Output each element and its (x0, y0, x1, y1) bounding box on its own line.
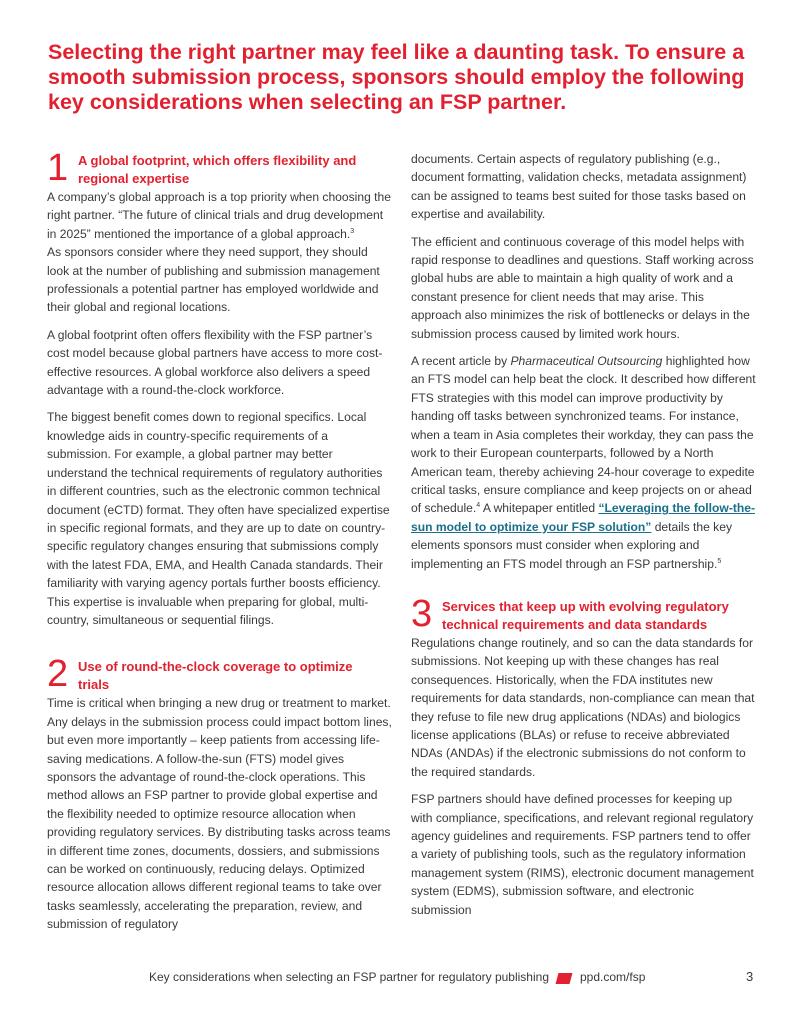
section-1-header (47, 147, 392, 190)
section-1-number: 1 (47, 147, 68, 189)
section-3-paragraph-1: Regulations change routinely, and so can the data standards for submissions. Not keeping up with these changes has real consequences. Historically, when the FDA institutes new requirements for data standards, non-compliance can mean that they refuse to file new drug applications (NDAs) and biologics license applications (BLAs) or refuse to receive abbreviated NDAs (ANDAs) if the electronic submissions do not conform to the required standards. (411, 635, 755, 779)
section-3-header (411, 592, 756, 636)
section-2-paragraph-1: Time is critical when bringing a new drug or treatment to market. Any delays in the submission process could impact bottom lines, but even more importantly – keep patients from accessing life-saving medications. A follow-the-sun (FTS) model gives sponsors the advantage of round-the-clock operations. This method allows an FSP partner to provide global expertise and the flexibility needed to optimize resource allocation when providing regulatory services. By distributing tasks across teams in different time zones, documents, dossiers, and submissions can be worked on continuously, reducing delays. Optimized resource allocation allows different regional teams to take over tasks seamlessly, accelerating the preparation, review, and submission of regulatory (47, 696, 392, 932)
section-2-p3-text-d: details the key elements sponsors must consider when exploring and implementing an FTS model through an FSP partnership. (411, 519, 732, 571)
footnote-ref-5: 5 (717, 557, 722, 565)
footnote-ref-3: 3 (350, 227, 355, 235)
section-3-paragraph-2: FSP partners should have defined processes for keeping up with compliance, specifications, and relevant regional regulatory agency guidelines and requirements. FSP partners tend to offer a variety of publishing tools, such as the regulatory information management system (RIMS), electronic document management system (EDMS), submission software, and electronic submission (411, 792, 754, 917)
section-2-paragraph-3 (411, 352, 756, 573)
section-1-paragraph-3: The biggest benefit comes down to regional specifics. Local knowledge aids in country-specific requirements of a submission. For example, a global partner may better understand the technical requirements of regulatory authorities in different countries, such as the electronic common technical document (eCTD) format. They often have specialized expertise in specific regional formats, and they are up to date on country-specific regulatory changes ensuring that submissions comply with the latest FDA, EMA, and Health Canada standards. Their familiarity with varying agency portals further boosts efficiency. This expertise is invaluable when preparing for global, multi-country, simultaneous or sequential filings. (47, 410, 390, 627)
page-number: 3 (746, 969, 754, 984)
section-2-header (47, 653, 392, 696)
section-2-p3-text-b: highlighted how an FTS model can help beat the clock. It described how different FTS strategies with this model can improve productivity by handing off tasks between synchronized teams. For instance, when a team in Asia completes their workday, they can pass the work to their European counterparts, followed by a North American team, thereby achieving 24-hour coverage to expedite critical tasks, ensure compliance and keep projects on or ahead of schedule. (411, 354, 756, 516)
section-2-heading: Use of round-the-clock coverage to optimize trials (78, 659, 353, 693)
page-title: Selecting the right partner may feel like a daunting task. To ensure a smooth submission process, sponsors should employ the following key considerations when selecting an FSP partner. (48, 40, 745, 114)
section-2-p3-text-a: A recent article by (411, 354, 511, 369)
section-1-heading: A global footprint, which offers flexibility and regional expertise (78, 153, 357, 186)
section-2-paragraph-2: The efficient and continuous coverage of this model helps with rapid response to deadlines and questions. Staff working across global hubs are able to maintain a high quality of work and a constant presence for client needs that may arise. This approach also minimizes the risk of bottlenecks or delays in the submission process caused by limited work hours. (411, 234, 754, 341)
publication-name: Pharmaceutical Outsourcing (510, 354, 663, 369)
section-3-heading: Services that keep up with evolving regulatory technical requirements and data standards (442, 598, 729, 632)
page-footer (0, 970, 800, 990)
footnote-ref-4: 4 (476, 502, 481, 510)
footer-url[interactable]: ppd.com/fsp (580, 970, 646, 984)
section-2-p3-text-c: A whitepaper entitled (480, 501, 599, 516)
section-1-p1-text-a: A company’s global approach is a top priority when choosing the right partner. “The future of clinical trials and drug development in 2025” mentioned the importance of a global approach. (47, 190, 391, 241)
section-2-paragraph-1-continued: documents. Certain aspects of regulatory publishing (e.g., document formatting, validation checks, metadata assignment) can be assigned to teams best suited for those tasks based on expertise and availability. (411, 152, 747, 222)
footer-title: Key considerations when selecting an FSP partner for regulatory publishing (148, 970, 549, 984)
section-1-paragraph-2: A global footprint often offers flexibility with the FSP partner’s cost model because global partners have access to more cost-effective resources. A global workforce also delivers a speed advantage with a round-the-clock workforce. (47, 327, 383, 398)
section-2-number: 2 (47, 653, 68, 696)
left-column (47, 147, 392, 943)
section-1-p1-text-b: As sponsors consider where they need support, they should look at the number of publishing and submission management professionals a potential partner has employed worldwide and their global and regional locations. (47, 245, 380, 315)
brand-mark-icon (556, 973, 573, 984)
right-column (411, 150, 756, 928)
section-1-paragraph-1 (47, 188, 392, 317)
whitepaper-link[interactable]: “Leveraging the follow-the-sun model to optimize your FSP solution” (411, 501, 756, 534)
section-3-number: 3 (411, 592, 432, 635)
